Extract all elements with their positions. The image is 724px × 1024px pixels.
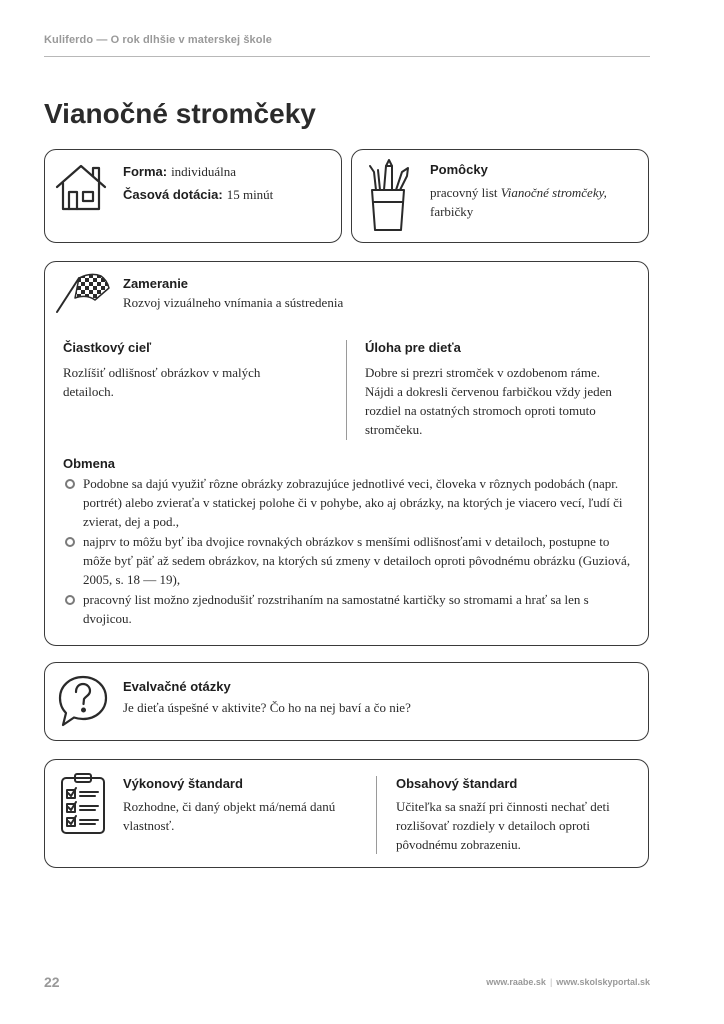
header-divider (44, 56, 650, 57)
obsahovy-title: Obsahový štandard (396, 776, 518, 791)
column-divider (346, 340, 347, 440)
question-bubble-icon (57, 673, 109, 729)
evalvacne-box (44, 662, 649, 741)
list-item: Podobne sa dajú využiť rôzne obrázky zobrazujúce jednotlivé veci, človeka v rôznych podobách (napr. portrét) alebo zvieraťa v statickej polohe či v pohybe, ako aj obrázky, na ktorých je viacero vecí, ľudí či zvierat, dej a pod., (63, 474, 633, 531)
ciastkovy-ciel-title: Čiastkový cieľ (63, 340, 152, 355)
vykonovy-title: Výkonový štandard (123, 776, 243, 791)
pomocky-title: Pomôcky (430, 162, 488, 177)
forma-label: Forma: (123, 164, 168, 179)
bullet-icon (65, 595, 75, 605)
zameranie-title: Zameranie (123, 276, 189, 291)
column-divider (376, 776, 377, 854)
checkered-flag-icon (53, 270, 111, 314)
pomocky-text-prefix: pracovný list (430, 185, 501, 200)
obsahovy-text: Učiteľka sa snaží pri činnosti nechať deti rozlišovať rozdiely v detailoch oproti pôvodnému zobrazeniu. (396, 799, 610, 852)
zameranie-text: Rozvoj vizuálneho vnímania a sústredenia (123, 295, 344, 310)
house-icon (55, 162, 107, 212)
checklist-clipboard-icon (59, 772, 107, 836)
list-item: pracovný list možno zjednodušiť rozstrihaním na samostatné kartičky so stromami a hrať sa len s dvojicou. (63, 590, 633, 628)
vykonovy-text: Rozhodne, či daný objekt má/nemá danú vlastnosť. (123, 799, 336, 833)
bullet-icon (65, 537, 75, 547)
pomocky-text-suffix: farbičky (430, 204, 474, 219)
running-header: Kuliferdo — O rok dlhšie v materskej škole (44, 34, 272, 46)
bullet-icon (65, 479, 75, 489)
list-item: najprv to môžu byť iba dvojice rovnakých obrázkov s menšími odlišnosťami v detailoch, postupne to môže byť päť až sedem obrázkov, na ktorých sú zmeny v detailoch oproti pôvodnému obrázku (Guziová, 2005, s. 18 — 19), (63, 532, 633, 589)
zameranie-box (44, 261, 649, 646)
pomocky-box (351, 149, 649, 243)
uloha-text: Dobre si prezri stromček v ozdobenom ráme. Nájdi a dokresli červenou farbičkou vždy jeden rozdiel na ostatných stromoch oproti tomuto stromčeku. (365, 365, 612, 437)
footer-link-raabe[interactable]: www.raabe.sk (486, 977, 546, 987)
casova-dotacia-value: 15 minút (226, 187, 274, 202)
standardy-box (44, 759, 649, 868)
pomocky-text-italic: Vianočné stromčeky, (500, 185, 607, 200)
uloha-title: Úloha pre dieťa (365, 340, 461, 355)
obmena-list (63, 474, 633, 628)
page-title: Vianočné stromčeky (44, 98, 316, 129)
forma-value: individuálna (171, 164, 237, 179)
obmena-title: Obmena (63, 456, 116, 471)
forma-box (44, 149, 342, 243)
pencil-cup-icon (364, 158, 414, 232)
page-number: 22 (44, 974, 60, 990)
footer-links (486, 977, 650, 987)
footer-separator: | (549, 977, 553, 987)
evalvacne-text: Je dieťa úspešné v aktivite? Čo ho na nej baví a čo nie? (123, 700, 411, 715)
evalvacne-title: Evalvačné otázky (123, 679, 231, 694)
casova-dotacia-label: Časová dotácia: (123, 187, 223, 202)
ciastkovy-ciel-text: Rozlíšiť odlišnosť obrázkov v malých detailoch. (63, 365, 261, 399)
footer-link-skolskyportal[interactable]: www.skolskyportal.sk (556, 977, 650, 987)
